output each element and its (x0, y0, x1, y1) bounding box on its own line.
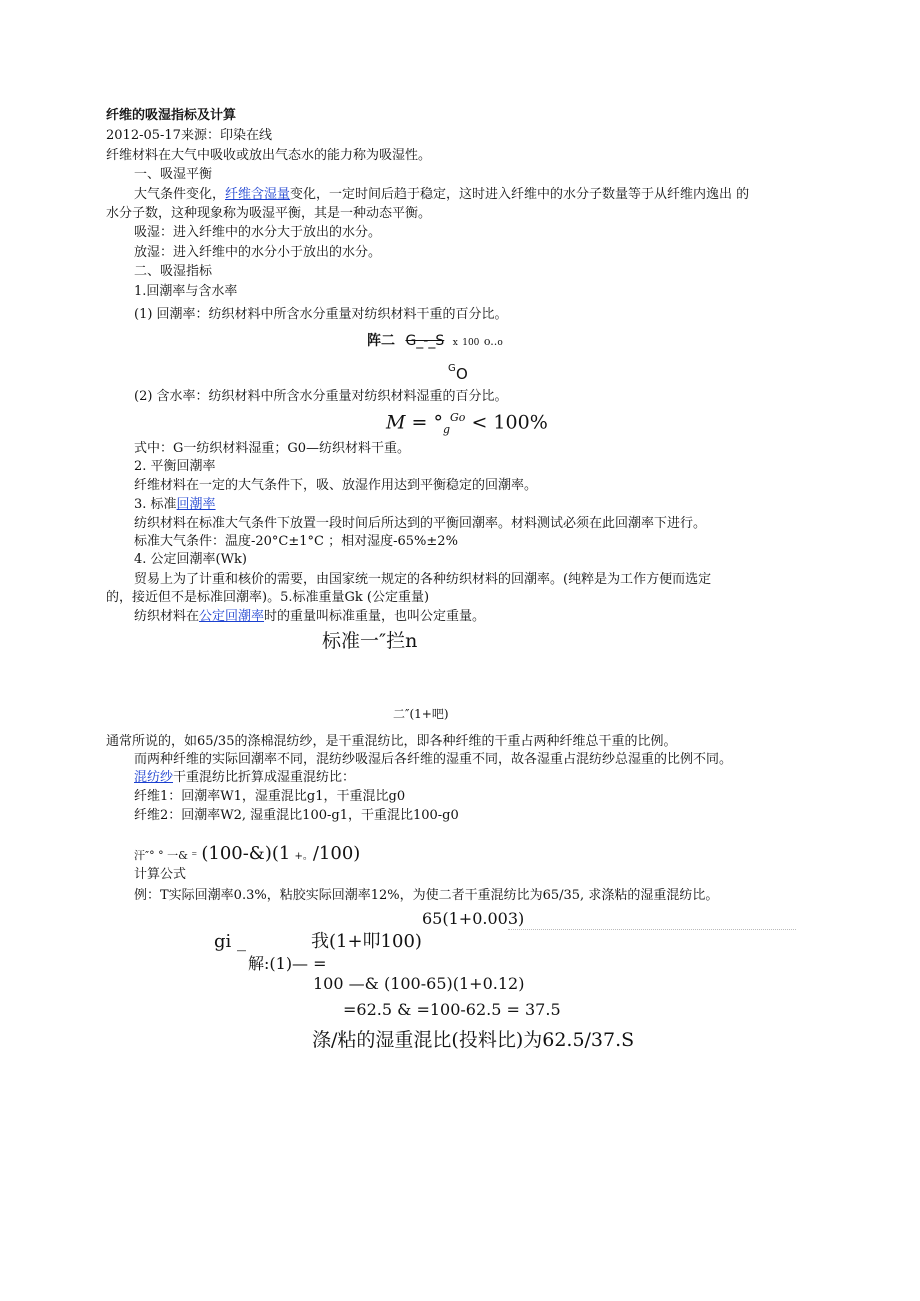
fiber1-def: 纤维1：回潮率W1，湿重混比g1，干重混比g0 (134, 789, 406, 804)
s1-text-pre: 大气条件变化， (134, 187, 226, 202)
solution-gi: gi _ (214, 931, 247, 952)
subheading-regain: 1.回潮率与含水率 (134, 284, 238, 299)
s1-paragraph-line2: 水分子数，这种现象称为吸湿平衡，其是一种动态平衡。 (106, 206, 432, 221)
official-regain-link[interactable]: 公定回潮率 (199, 609, 265, 624)
blend-paragraph3 (134, 769, 355, 786)
official-weight-line (134, 608, 485, 625)
equilibrium-heading: 2. 平衡回潮率 (134, 459, 216, 474)
formula-regain (367, 333, 503, 352)
formula-regain-den: O (456, 365, 468, 383)
formula-regain-tail2: o (497, 338, 503, 348)
formula-content-go: Go (450, 411, 466, 424)
formula-content-eq: = ° (405, 411, 443, 434)
content-definition: (2) 含水率：纺织材料中所含水分重量对纺织材料湿重的百分比。 (134, 389, 508, 404)
absorb-def: 吸湿：进入纤维中的水分大于放出的水分。 (134, 225, 382, 240)
formula-content-m: M (386, 411, 406, 434)
solution-denominator: 100 —& (100-65)(1+0.12) (313, 974, 525, 993)
formula-regain-lhs: 阵二 (367, 333, 395, 349)
intro-text: 纤维材料在大气中吸收或放出气态水的能力称为吸湿性。 (106, 148, 432, 163)
formula-content (386, 405, 548, 443)
official-weight-pre: 纺织材料在 (134, 609, 200, 624)
s1-text-post: 变化，一定时间后趋于稳定，这时进入纤维中的水分子数量等于从纤维内逸出 的 (290, 187, 750, 202)
fiber-moisture-link[interactable]: 纤维含湿量 (225, 187, 291, 202)
source-line: 2012-05-17来源：印染在线 (106, 128, 272, 143)
solution-result: =62.5 & =100-62.5 = 37.5 (343, 1000, 561, 1019)
formula-regain-den-sup: G (448, 363, 456, 374)
s1-paragraph-line1 (134, 186, 749, 203)
official-text: 贸易上为了计重和核价的需要，由国家统一规定的各种纺织材料的回潮率。(纯粹是为工作方便而选定 (134, 572, 712, 587)
formula-standard-weight-den: 二″(1+吧) (393, 707, 449, 721)
fiber2-def: 纤维2：回潮率W2, 湿重混比100-g1，干重混比100-g0 (134, 808, 459, 823)
formula-conversion (134, 843, 360, 865)
solution-wo: 我(1+叩100) (311, 931, 422, 952)
formula-conversion-end: /100) (312, 843, 361, 864)
blended-yarn-link[interactable]: 混纺纱 (134, 770, 174, 785)
official-text-cont: 的，接近但不是标准回潮率)。5.标准重量Gk (公定重量) (106, 590, 430, 605)
desorb-def: 放湿：进入纤维中的水分小于放出的水分。 (134, 245, 382, 260)
blend-paragraph2: 而两种纤维的实际回潮率不同，混纺纱吸湿后各纤维的湿重不同，故各湿重占混纺纱总湿重的比例不同。 (134, 752, 733, 767)
calc-label: 计算公式 (134, 867, 187, 882)
formula-standard-weight: 标准一″拦n (322, 630, 418, 652)
formula-conversion-mid: +。 (294, 851, 313, 862)
where-note: 式中：G一纺织材料湿重；G0—纺织材料干重。 (134, 441, 411, 456)
standard-atmosphere: 标准大气条件：温度-20°C±1°C ；相对湿度-65%±2% (134, 534, 458, 549)
regain-definition: (1) 回潮率：纺织材料中所含水分重量对纺织材料干重的百分比。 (134, 307, 508, 322)
example-text: 例：T实际回潮率0.3%，粘胶实际回潮率12%，为使二者干重混纺比为65/35, 求涤粘的湿重混纺比。 (134, 888, 719, 903)
formula-conversion-main: (100-&)(1 (201, 843, 291, 864)
official-weight-post: 时的重量叫标准重量，也叫公定重量。 (264, 609, 486, 624)
formula-regain-hundred: 100 (462, 338, 480, 348)
formula-regain-times: x (452, 338, 458, 348)
standard-text: 纺织材料在标准大气条件下放置一段时间后所达到的平衡回潮率。材料测试必须在此回潮率下进行。 (134, 516, 707, 531)
formula-regain-num: G_-_S (405, 333, 445, 349)
blend-paragraph1: 通常所说的，如65/35的涤棉混纺纱，是干重混纺比，即各种纤维的干重占两种纤维总干重的比例。 (106, 734, 677, 749)
solution-conclusion: 涤/粘的湿重混比(投料比)为62.5/37.S (312, 1029, 635, 1051)
dotted-rule (508, 929, 796, 930)
section1-heading: 一、吸湿平衡 (134, 167, 213, 182)
solution-numerator: 65(1+0.003) (422, 909, 525, 928)
regain-link[interactable]: 回潮率 (176, 497, 216, 512)
equilibrium-text: 纤维材料在一定的大气条件下，吸、放湿作用达到平衡稳定的回潮率。 (134, 478, 538, 493)
formula-regain-tail: o.. (483, 335, 498, 348)
formula-conversion-lhs: 汗″° ° 一& ⁼ (134, 849, 198, 862)
formula-content-g: g (442, 423, 451, 437)
standard-heading-pre: 3. 标准 (134, 497, 177, 512)
standard-heading (134, 496, 216, 513)
doc-title: 纤维的吸湿指标及计算 (106, 108, 237, 123)
official-heading: 4. 公定回潮率(Wk) (134, 552, 247, 567)
formula-content-rhs: < 100% (465, 411, 548, 434)
solution-jie: 解:(1)— = (248, 954, 327, 973)
blend-paragraph3-post: 干重混纺比折算成湿重混纺比： (173, 770, 356, 785)
section2-heading: 二、吸湿指标 (134, 264, 213, 279)
